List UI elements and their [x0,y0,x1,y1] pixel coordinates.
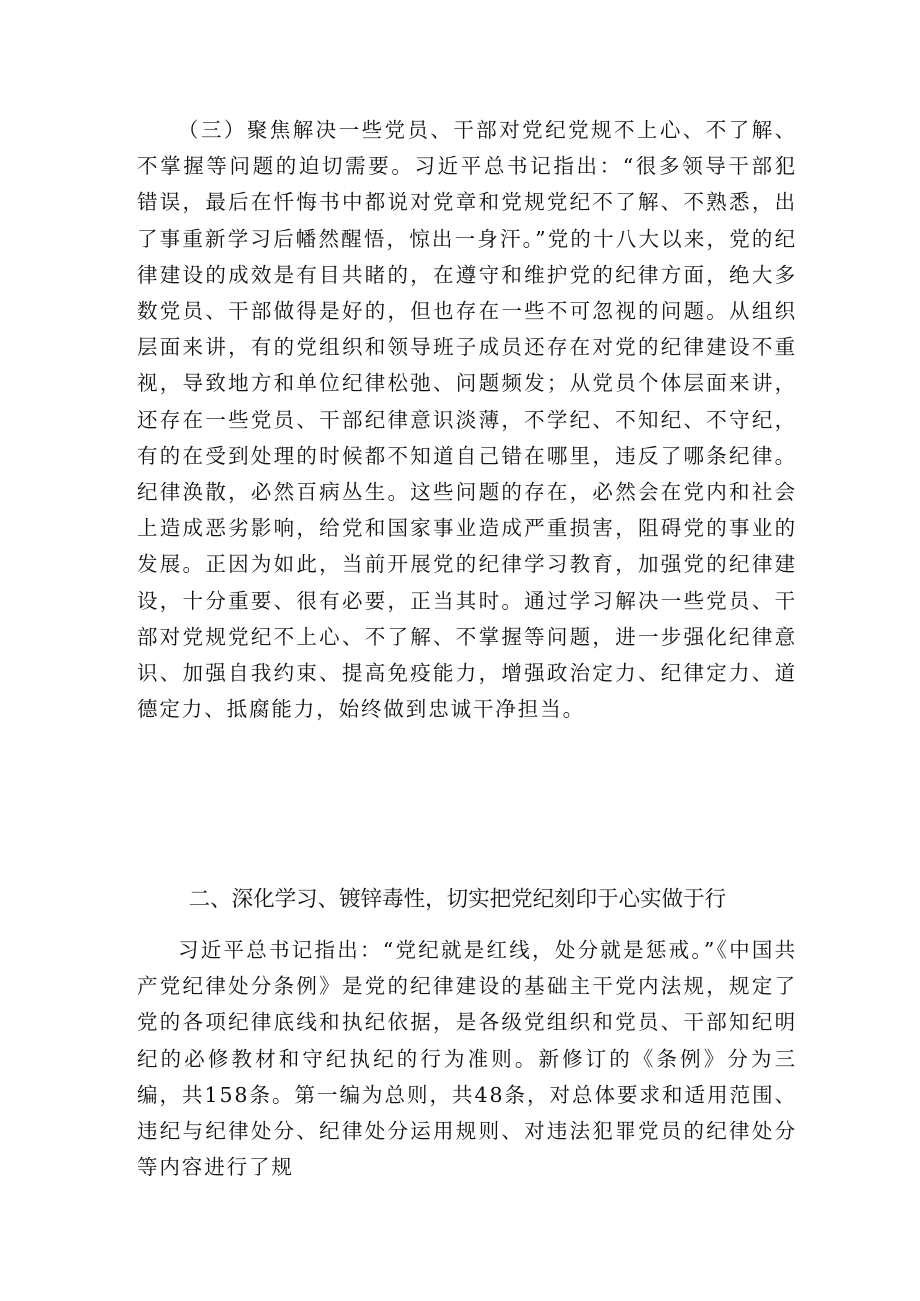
section-heading-2: 二、深化学习、镀锌毒性，切实把党纪刻印于心实做于行 [188,887,727,912]
body-paragraph-section-3: （三）聚焦解决一些党员、干部对党纪党规不上心、不了解、不掌握等问题的迫切需要。习近平总书记指出：“很多领导干部犯错误，最后在忏悔书中都说对党章和党规党纪不了解、不熟悉，出了事重新学习后幡然醒悟，惊出一身汗。”党的十八大以来，党的纪律建设的成效是有目共睹的，在遵守和维护党的纪律方面，绝大多数党员、干部做得是好的，但也存在一些不可忽视的问题。从组织层面来讲，有的党组织和领导班子成员还存在对党的纪律建设不重视，导致地方和单位纪律松弛、问题频发；从党员个体层面来讲，还存在一些党员、干部纪律意识淡薄，不学纪、不知纪、不守纪，有的在受到处理的时候都不知道自己错在哪里，违反了哪条纪律。纪律涣散，必然百病丛生。这些问题的存在，必然会在党内和社会上造成恶劣影响，给党和国家事业造成严重损害，阻碍党的事业的发展。正因为如此，当前开展党的纪律学习教育，加强党的纪律建设，十分重要、很有必要，正当其时。通过学习解决一些党员、干部对党规党纪不上心、不了解、不掌握等问题，进一步强化纪律意识、加强自我约束、提高免疫能力，增强政治定力、纪律定力、道德定力、抵腐能力，始终做到忠诚干净担当。 [137,118,797,722]
body-paragraph-section-2-intro: 习近平总书记指出：“党纪就是红线，处分就是惩戒。”《中国共产党纪律处分条例》是党的纪律建设的基础主干党内法规，规定了党的各项纪律底线和执纪依据，是各级党组织和党员、干部知纪明纪的必修教材和守纪执纪的行为准则。新修订的《条例》分为三编，共158条。第一编为总则，共48条，对总体要求和适用范围、违纪与纪律处分、纪律处分运用规则、对违法犯罪党员的纪律处分等内容进行了规 [137,938,797,1180]
